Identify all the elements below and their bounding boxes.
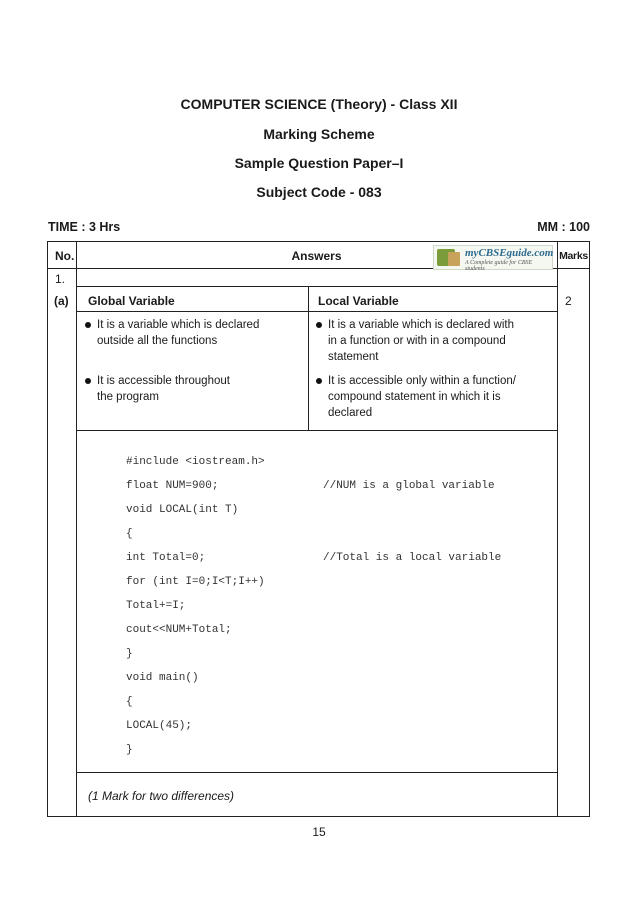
bullet-icon xyxy=(316,378,322,384)
local-point: It is a variable which is declared with in a function or with in a compound statement xyxy=(328,317,514,365)
code-comment: //NUM is a global variable xyxy=(323,480,495,492)
global-point: It is accessible throughout the program xyxy=(97,373,230,405)
table-divider xyxy=(76,772,557,773)
bullet-icon xyxy=(85,322,91,328)
mycbseguide-logo xyxy=(433,245,553,270)
subject-code: Subject Code - 083 xyxy=(256,184,382,200)
local-point: It is accessible only within a function/ compound statement in which it is declared xyxy=(328,373,516,421)
code-line: for (int I=0;I<T;I++) xyxy=(126,576,265,588)
table-divider xyxy=(76,286,557,287)
code-line: #include <iostream.h> xyxy=(126,456,265,468)
marking-note: (1 Mark for two differences) xyxy=(88,789,235,803)
col-header-marks: Marks xyxy=(559,250,588,262)
code-line: } xyxy=(126,744,133,756)
bullet-icon xyxy=(316,322,322,328)
paper-name: Sample Question Paper–I xyxy=(234,155,404,171)
document-title: COMPUTER SCIENCE (Theory) - Class XII xyxy=(180,96,458,112)
code-line: int Total=0; xyxy=(126,552,206,564)
code-line: Total+=I; xyxy=(126,600,186,612)
maximum-marks: MM : 100 xyxy=(537,220,590,234)
code-line: { xyxy=(126,528,133,540)
code-line: LOCAL(45); xyxy=(126,720,193,732)
code-line: void main() xyxy=(126,672,199,684)
global-variable-heading: Global Variable xyxy=(88,294,175,308)
marks-value: 2 xyxy=(565,294,572,308)
table-divider xyxy=(76,311,557,312)
global-point: It is a variable which is declared outside all the functions xyxy=(97,317,259,349)
code-line: float NUM=900; xyxy=(126,480,219,492)
code-comment: //Total is a local variable xyxy=(323,552,502,564)
col-header-answers: Answers xyxy=(291,249,342,263)
code-line: { xyxy=(126,696,133,708)
table-divider xyxy=(308,286,309,430)
table-divider xyxy=(76,241,77,817)
time-allowed: TIME : 3 Hrs xyxy=(48,220,121,234)
code-line: } xyxy=(126,648,133,660)
code-line: cout<<NUM+Total; xyxy=(126,624,232,636)
bullet-icon xyxy=(85,378,91,384)
document-subtitle: Marking Scheme xyxy=(263,126,375,142)
question-number: 1. xyxy=(55,272,66,286)
table-divider xyxy=(76,430,557,431)
table-divider xyxy=(557,241,558,817)
question-part: (a) xyxy=(54,294,69,308)
logo-brand: myCBSEguide.com xyxy=(465,247,554,259)
logo-tagline: A Complete guide for CBSE students xyxy=(465,260,533,272)
code-line: void LOCAL(int T) xyxy=(126,504,239,516)
page-number: 15 xyxy=(312,825,326,839)
local-variable-heading: Local Variable xyxy=(318,294,399,308)
col-header-no: No. xyxy=(55,249,75,263)
